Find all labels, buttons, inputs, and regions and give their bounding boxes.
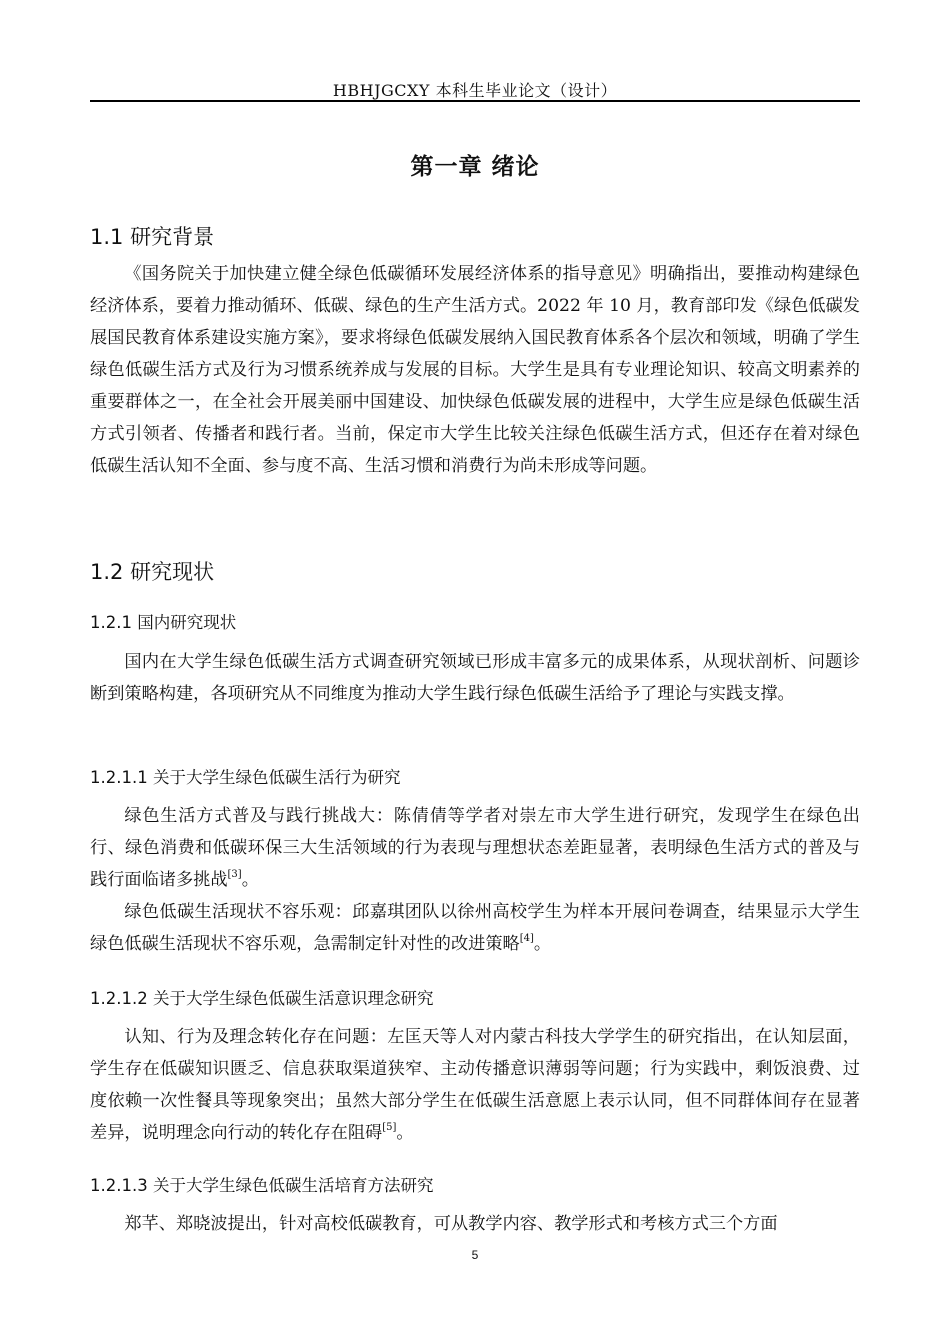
paragraph-background: 《国务院关于加快建立健全绿色低碳循环发展经济体系的指导意见》明确指出，要推动构建绿色经济体系，要着力推动循环、低碳、绿色的生产生活方式。2022 年 10 月，教育部印发《绿色低碳发展国民教育体系建设实施方案》，要求将绿色低碳发展纳入国民教育体系各个层次和领域，明确了学生绿色低碳生活方式及行为习惯系统养成与发展的目标。大学生是具有专业理论知识、较高文明素养的重要群体之一，在全社会开展美丽中国建设、加快绿色低碳发展的进程中，大学生应是绿色低碳生活方式引领者、传播者和践行者。当前，保定市大学生比较关注绿色低碳生活方式，但还存在着对绿色低碳生活认知不全面、参与度不高、生活习惯和消费行为尚未形成等问题。 xyxy=(90,264,860,476)
paragraph-text: 绿色低碳生活现状不容乐观：邱嘉琪团队以徐州高校学生为样本开展问卷调查，结果显示大学生绿色低碳生活现状不容乐观，急需制定针对性的改进策略 xyxy=(90,902,860,954)
chapter-title: 第一章 绪论 xyxy=(410,154,540,180)
citation-3: [3] xyxy=(227,869,242,880)
paragraph-behavior-study xyxy=(90,800,860,896)
page-number: 5 xyxy=(471,1248,479,1262)
section-heading-1-2-1: 1.2.1 国内研究现状 xyxy=(90,613,237,632)
section-heading-1-2-1-1: 1.2.1.1 关于大学生绿色低碳生活行为研究 xyxy=(90,768,401,787)
paragraph-end: 。 xyxy=(533,934,552,954)
running-header: HBHJGCXY 本科生毕业论文（设计） xyxy=(332,81,618,100)
section-heading-1-2: 1.2 研究现状 xyxy=(90,560,215,584)
paragraph-method-study: 郑芊、郑晓波提出，针对高校低碳教育，可从教学内容、教学形式和考核方式三个方面 xyxy=(124,1214,778,1234)
section-heading-1-2-1-2: 1.2.1.2 关于大学生绿色低碳生活意识理念研究 xyxy=(90,989,434,1008)
citation-4: [4] xyxy=(519,933,534,944)
section-heading-1-1: 1.1 研究背景 xyxy=(90,225,215,249)
paragraph-text: 认知、行为及理念转化存在问题：左匡天等人对内蒙古科技大学学生的研究指出，在认知层面，学生存在低碳知识匮乏、信息获取渠道狭窄、主动传播意识薄弱等问题；行为实践中，剩饭浪费、过度依赖一次性餐具等现象突出；虽然大部分学生在低碳生活意愿上表示认同，但不同群体间存在显著差异，说明理念向行动的转化存在阻碍 xyxy=(90,1027,860,1143)
paragraph-domestic-overview: 国内在大学生绿色低碳生活方式调查研究领域已形成丰富多元的成果体系，从现状剖析、问题诊断到策略构建，各项研究从不同维度为推动大学生践行绿色低碳生活给予了理论与实践支撑。 xyxy=(90,652,860,704)
paragraph-awareness-study xyxy=(90,1021,860,1149)
paragraph-text: 绿色生活方式普及与践行挑战大：陈倩倩等学者对崇左市大学生进行研究，发现学生在绿色出行、绿色消费和低碳环保三大生活领域的行为表现与理想状态差距显著，表明绿色生活方式的普及与践行面临诸多挑战 xyxy=(90,806,860,890)
section-heading-1-2-1-3: 1.2.1.3 关于大学生绿色低碳生活培育方法研究 xyxy=(90,1176,434,1195)
paragraph-status-study xyxy=(90,896,860,960)
header-rule xyxy=(90,100,860,102)
citation-5: [5] xyxy=(382,1122,397,1133)
paragraph-end: 。 xyxy=(396,1123,414,1143)
paragraph-end: 。 xyxy=(241,870,259,890)
